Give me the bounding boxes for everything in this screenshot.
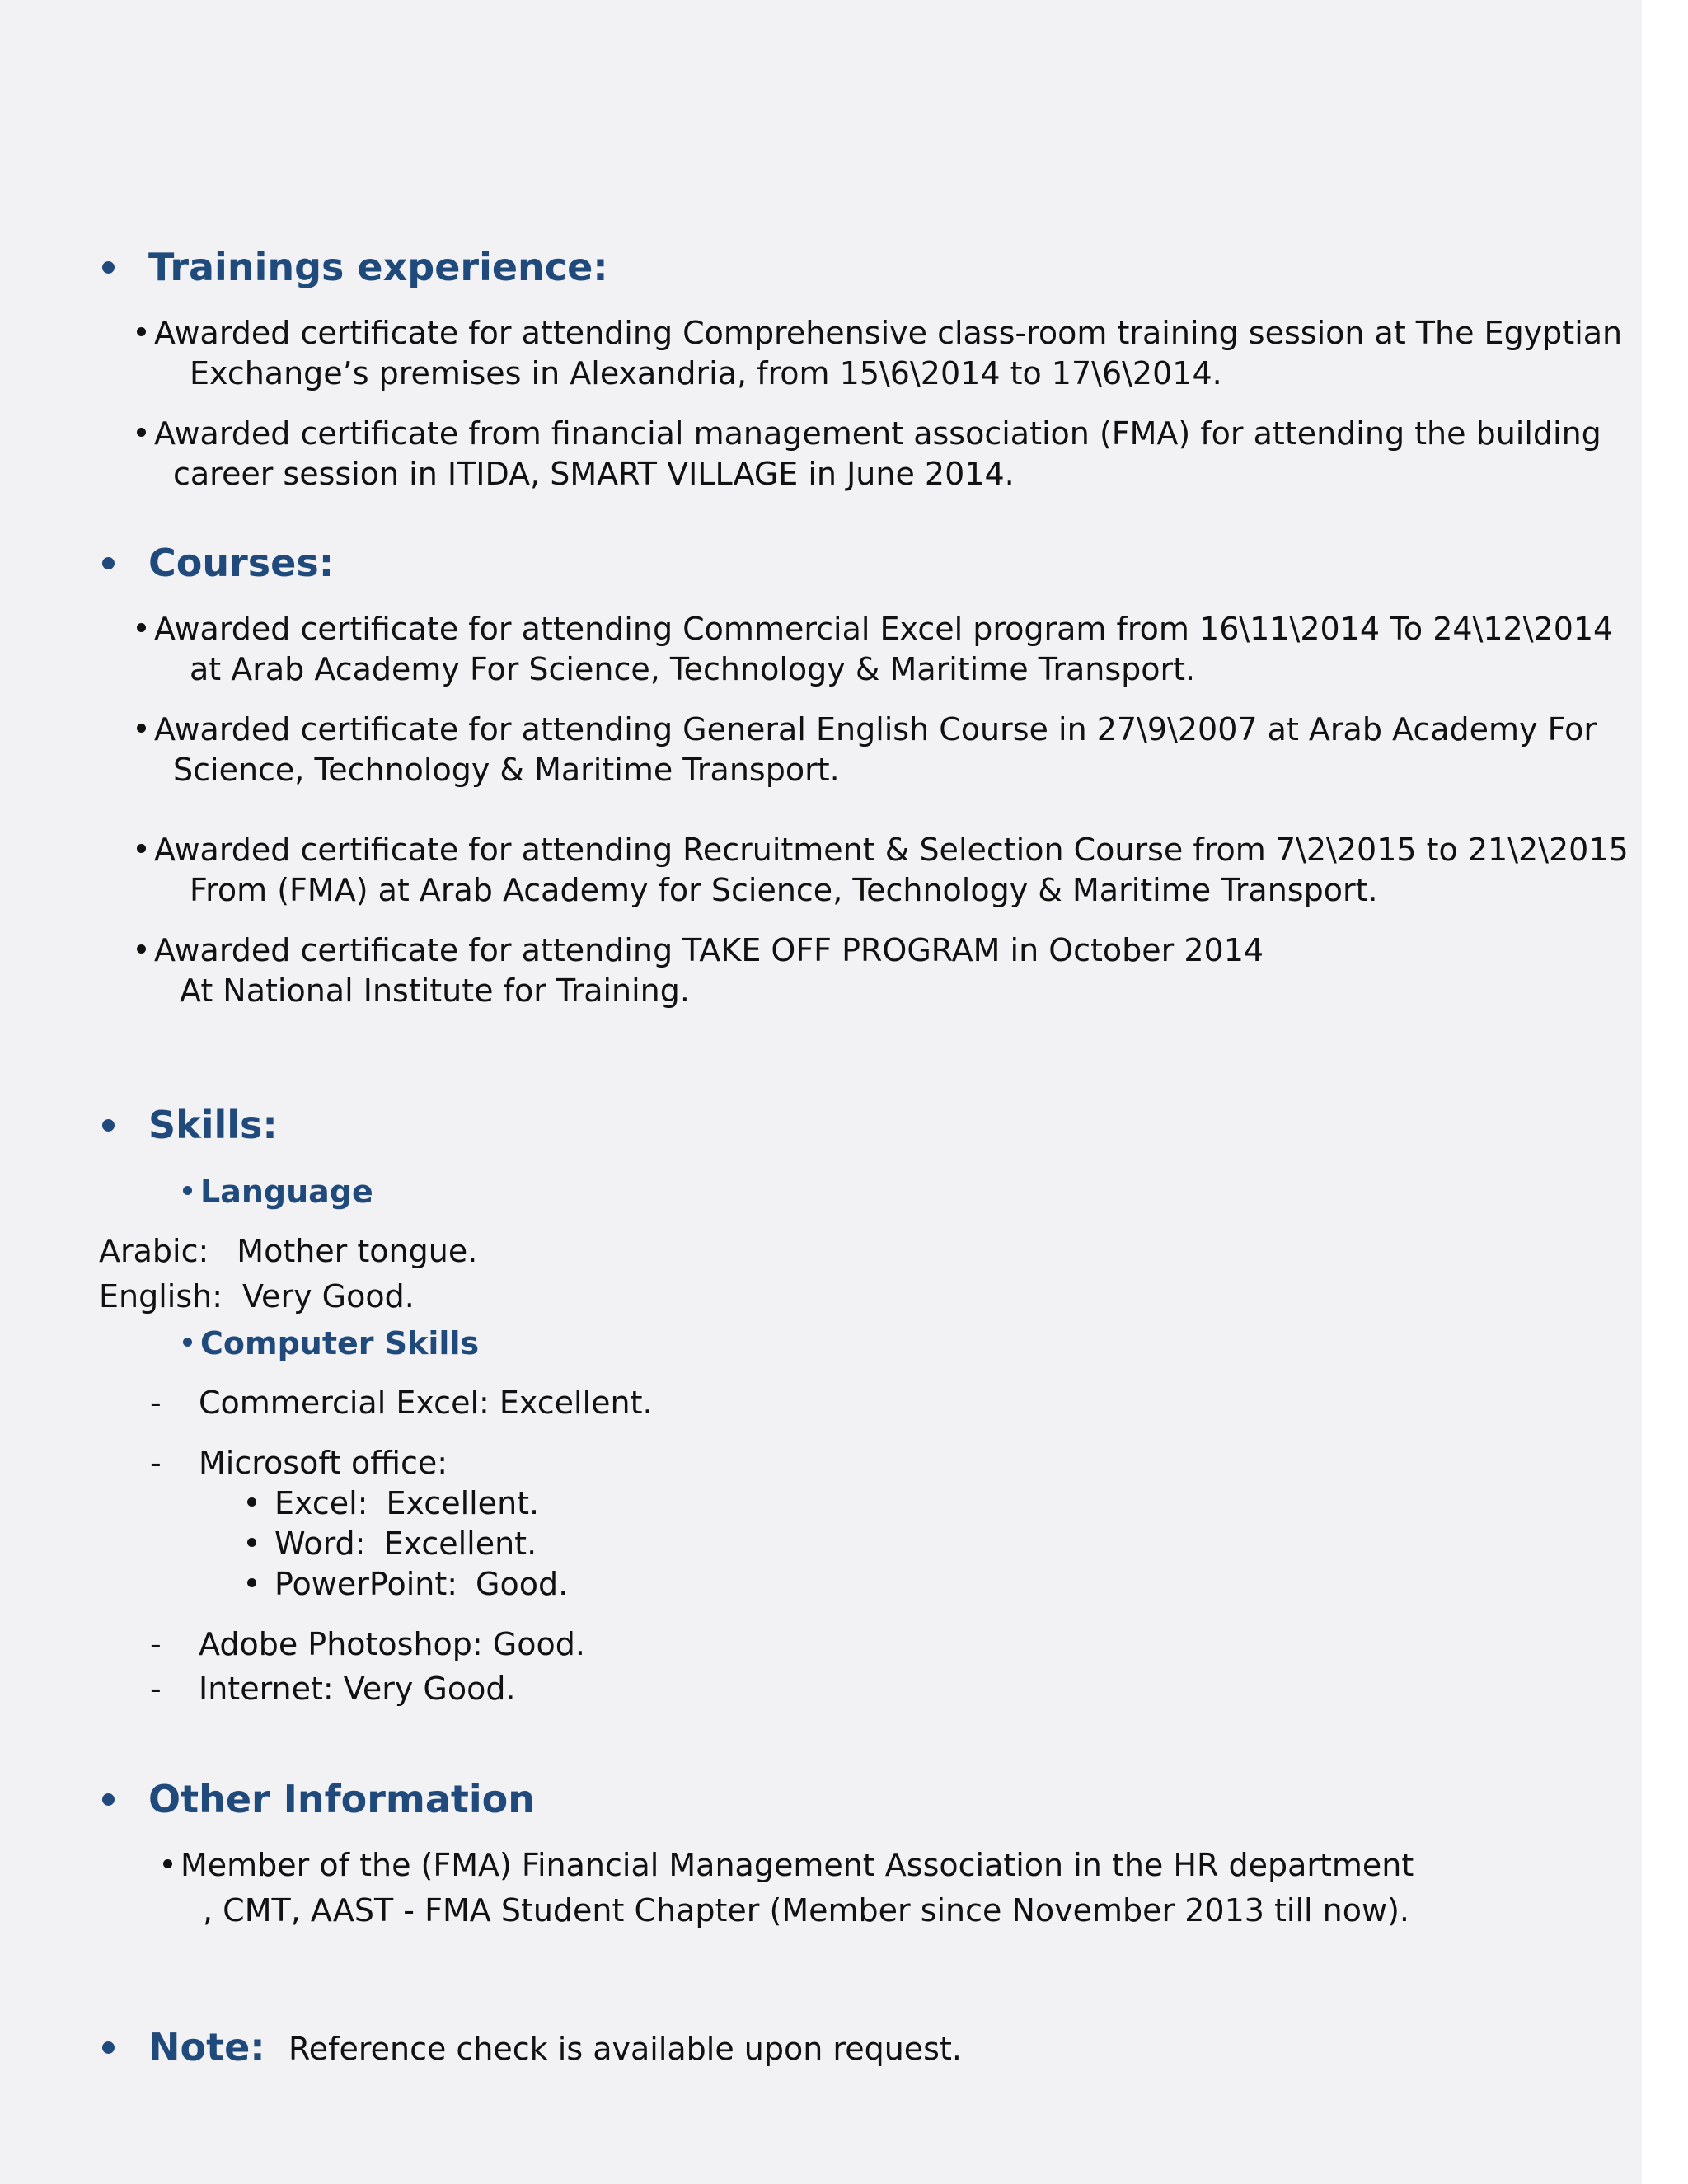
- section-bullet: [102, 2041, 115, 2054]
- section-heading-note: Note:: [148, 2025, 265, 2069]
- skill-photoshop: Adobe Photoshop: Good.: [199, 1626, 585, 1662]
- course-item-4-line-2: At National Institute for Training.: [180, 972, 690, 1009]
- section-heading-courses: Courses:: [148, 541, 335, 585]
- other-info-line-2: , CMT, AAST - FMA Student Chapter (Member since November 2013 till now).: [203, 1892, 1410, 1929]
- course-item-1-line-2: at Arab Academy For Science, Technology & Maritime Transport.: [190, 651, 1196, 687]
- dash-marker: -: [150, 1445, 162, 1481]
- training-item-1-line-1: Awarded certificate for attending Comprehensive class-room training session at The Egyptian: [137, 313, 1622, 353]
- dash-marker: -: [150, 1626, 162, 1662]
- bullet-icon: [137, 428, 146, 437]
- bullet-icon: [247, 1538, 256, 1547]
- section-heading-trainings: Trainings experience:: [148, 245, 608, 289]
- office-item-powerpoint: PowerPoint: Good.: [247, 1564, 568, 1604]
- section-bullet: [102, 1119, 115, 1132]
- section-bullet: [102, 1793, 115, 1806]
- skill-commercial-excel: Commercial Excel: Excellent.: [199, 1385, 653, 1421]
- skill-internet: Internet: Very Good.: [199, 1671, 516, 1707]
- section-bullet: [102, 261, 115, 274]
- bullet-icon: [137, 623, 146, 632]
- dash-marker: -: [150, 1385, 162, 1421]
- note-text: Reference check is available upon request.: [288, 2031, 962, 2067]
- training-item-2-line-2: career session in ITIDA, SMART VILLAGE in June 2014.: [173, 456, 1015, 492]
- course-item-2-line-2: Science, Technology & Maritime Transport.: [173, 752, 840, 788]
- course-item-3-line-2: From (FMA) at Arab Academy for Science, Technology & Maritime Transport.: [190, 872, 1378, 908]
- course-item-4-line-1: Awarded certificate for attending TAKE OFF PROGRAM in October 2014: [137, 930, 1264, 970]
- course-item-3-line-1: Awarded certificate for attending Recruitment & Selection Course from 7\2\2015 to 21\2\2015: [137, 830, 1629, 869]
- bullet-icon: [163, 1859, 172, 1868]
- dash-marker: -: [150, 1671, 162, 1707]
- language-arabic: Arabic: Mother tongue.: [99, 1233, 478, 1269]
- office-item-word: Word: Excellent.: [247, 1524, 537, 1563]
- office-item-excel: Excel: Excellent.: [247, 1483, 539, 1523]
- section-bullet: [102, 557, 115, 569]
- sub-heading-computer-skills: Computer Skills: [183, 1324, 479, 1362]
- bullet-icon: [137, 724, 146, 733]
- section-heading-skills: Skills:: [148, 1103, 278, 1147]
- bullet-icon: [183, 1186, 192, 1195]
- section-heading-other-information: Other Information: [148, 1777, 535, 1821]
- other-info-line-1: Member of the (FMA) Financial Management Association in the HR department: [163, 1845, 1414, 1885]
- bullet-icon: [247, 1578, 256, 1587]
- training-item-2-line-1: Awarded certificate from financial management association (FMA) for attending the building: [137, 414, 1601, 453]
- bullet-icon: [137, 327, 146, 336]
- bullet-icon: [183, 1338, 192, 1347]
- sub-heading-language: Language: [183, 1173, 373, 1211]
- course-item-2-line-1: Awarded certificate for attending General English Course in 27\9\2007 at Arab Academy For: [137, 710, 1597, 749]
- language-english: English: Very Good.: [99, 1278, 415, 1315]
- training-item-1-line-2: Exchange’s premises in Alexandria, from 15\6\2014 to 17\6\2014.: [190, 355, 1222, 391]
- bullet-icon: [137, 944, 146, 954]
- bullet-icon: [247, 1497, 256, 1507]
- bullet-icon: [137, 844, 146, 853]
- course-item-1-line-1: Awarded certificate for attending Commercial Excel program from 16\11\2014 To 24\12\2014: [137, 609, 1613, 649]
- skill-ms-office: Microsoft office:: [199, 1445, 448, 1481]
